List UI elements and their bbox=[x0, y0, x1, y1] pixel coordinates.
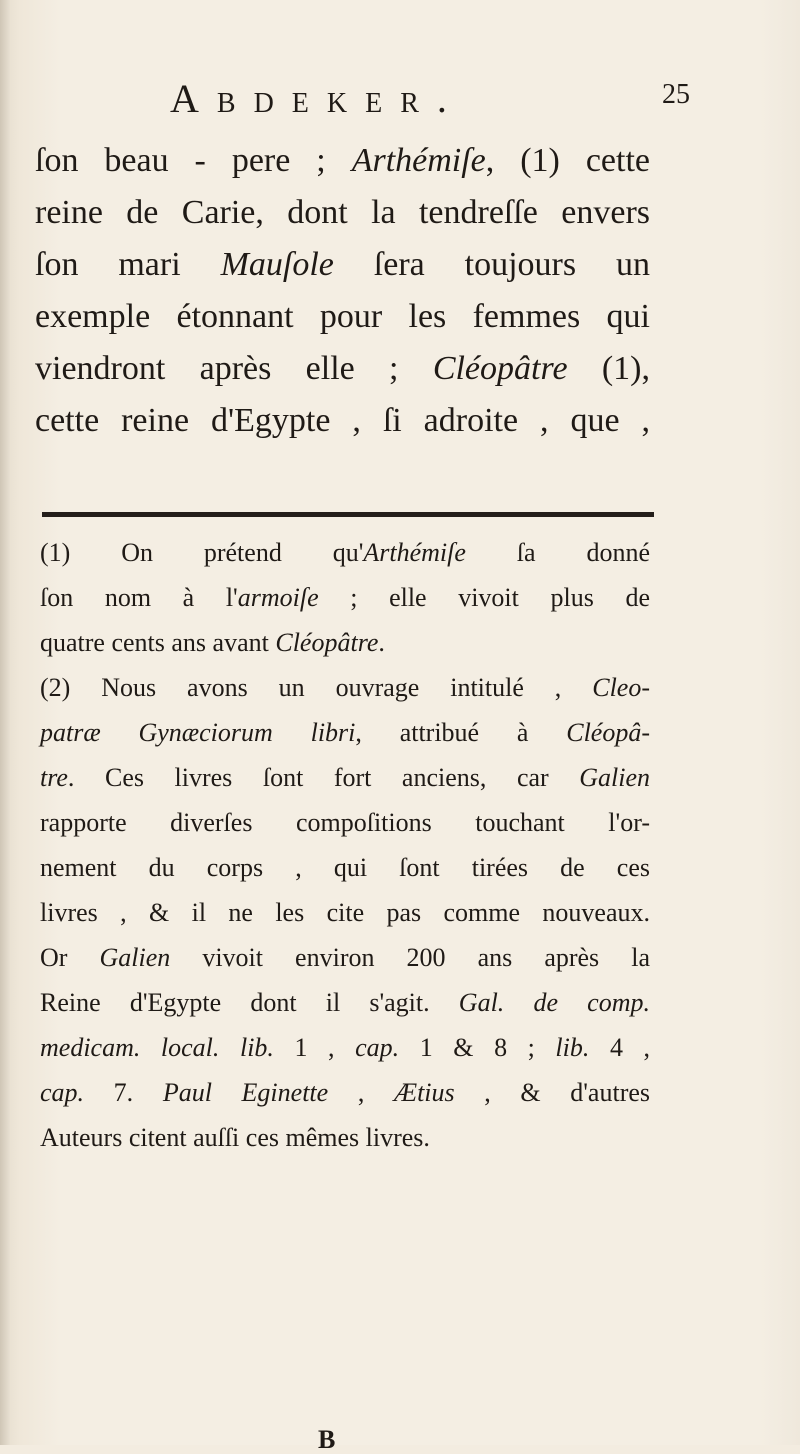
text-line: ſon mari Mauſole ſera toujours un bbox=[35, 246, 650, 283]
footnote-line: ſon nom à l'armoiſe ; elle vivoit plus de bbox=[40, 583, 650, 612]
footnote-line: patræ Gynæciorum libri, attribué à Cléopâ- bbox=[40, 718, 650, 747]
footnote-line: quatre cents ans avant Cléopâtre. bbox=[40, 628, 385, 657]
footnote-line: nement du corps , qui ſont tirées de ces bbox=[40, 853, 650, 882]
footnotes bbox=[40, 530, 650, 1160]
footnote-line: tre. Ces livres ſont fort anciens, car Galien bbox=[40, 763, 650, 792]
text-line: exemple étonnant pour les femmes qui bbox=[35, 298, 650, 335]
binding-edge bbox=[0, 0, 10, 1445]
footnote-divider bbox=[42, 512, 654, 517]
text-line: reine de Carie, dont la tendreſſe envers bbox=[35, 194, 650, 231]
page-number: 25 bbox=[662, 79, 690, 110]
text-line: cette reine d'Egypte , ſi adroite , que , bbox=[35, 402, 650, 439]
footnote-line: cap. 7. Paul Eginette , Ætius , & d'autres bbox=[40, 1078, 651, 1107]
footnote-line: medicam. local. lib. 1 , cap. 1 & 8 ; lib. 4 , bbox=[40, 1033, 650, 1062]
text-line: viendront après elle ; Cléopâtre (1), bbox=[35, 350, 651, 387]
footnote-line: Reine d'Egypte dont il s'agit. Gal. de comp. bbox=[40, 988, 650, 1017]
main-text bbox=[35, 135, 650, 447]
footnote-line: (1) On prétend qu'Arthémiſe ſa donné bbox=[40, 538, 650, 567]
footnote-line: livres , & il ne les cite pas comme nouveaux. bbox=[40, 898, 650, 927]
signature-mark: B bbox=[318, 1425, 336, 1454]
text-line: ſon beau - pere ; Arthémiſe, (1) cette bbox=[35, 142, 651, 179]
footnote-line: rapporte diverſes compoſitions touchant l'or- bbox=[40, 808, 650, 837]
footnote-line: (2) Nous avons un ouvrage intitulé , Cleo- bbox=[40, 673, 650, 702]
page-header bbox=[130, 75, 690, 119]
footnote-line: Or Galien vivoit environ 200 ans après la bbox=[40, 943, 650, 972]
running-title: Abdeker. bbox=[170, 76, 465, 121]
footnote-line: Auteurs citent auſſi ces mêmes livres. bbox=[40, 1123, 430, 1152]
